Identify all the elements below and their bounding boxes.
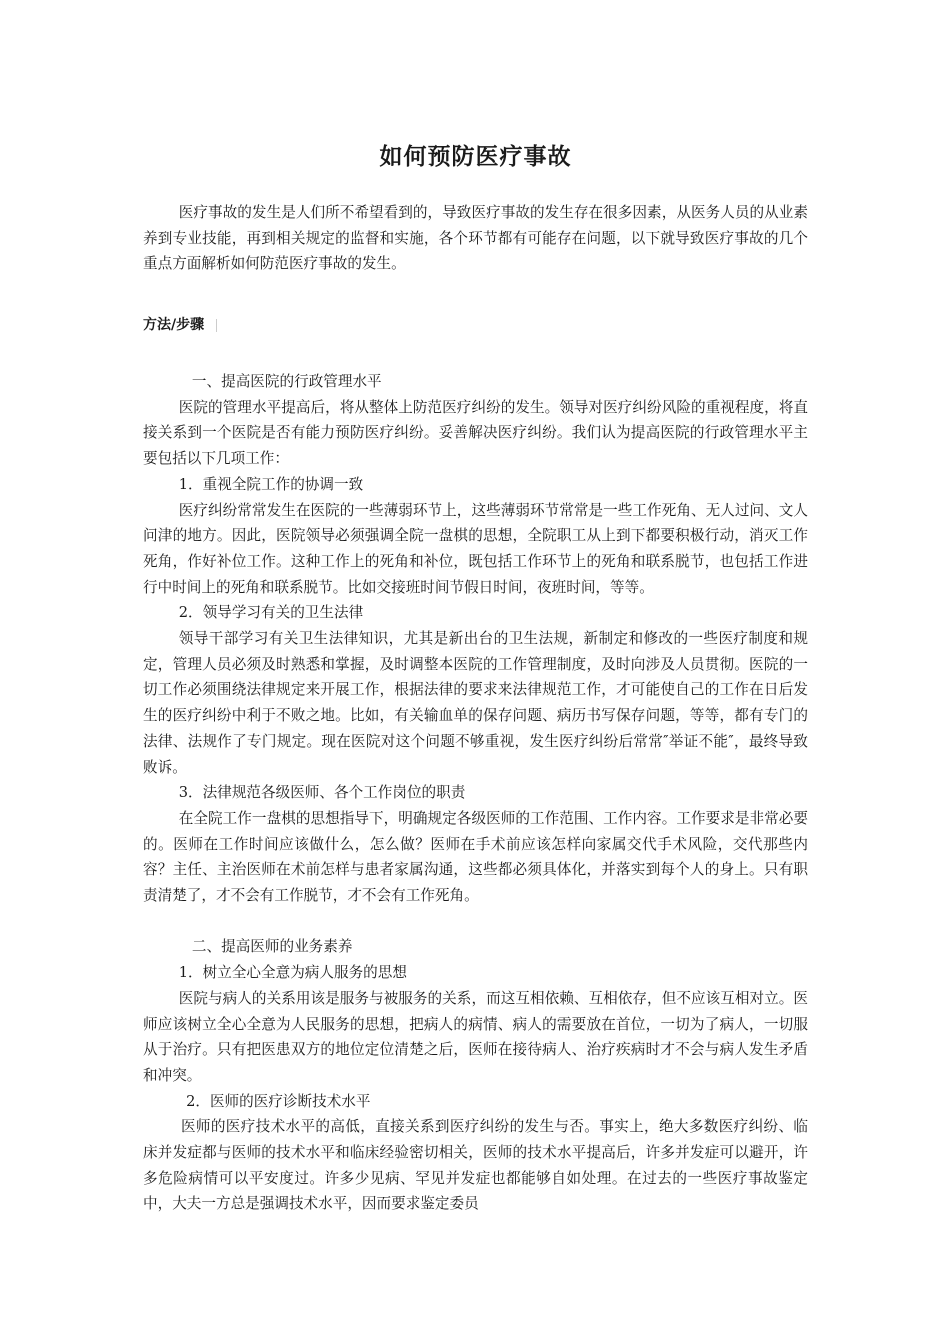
section1-item3-body: 在全院工作一盘棋的思想指导下，明确规定各级医师的工作范围、工作内容。工作要求是非常必要的。医师在工作时间应该做什么，怎么做？医师在手术前应该怎样向家属交代手术风险，交代那些内容？主任、主治医师在术前怎样与患者家属沟通，这些都必须具体化，并落实到每个人的身上。只有职责清楚了，才不会有工作脱节，才不会有工作死角。 <box>143 809 808 905</box>
section1-item2-title: 2．领导学习有关的卫生法律 <box>178 604 364 622</box>
steps-content <box>143 369 808 1217</box>
intro-block <box>143 200 808 277</box>
cursor-mark <box>216 319 217 332</box>
section1-heading: 一、提高医院的行政管理水平 <box>191 373 382 390</box>
section1-item1-title: 1．重视全院工作的协调一致 <box>178 475 364 493</box>
intro-paragraph: 医疗事故的发生是人们所不希望看到的，导致医疗事故的发生存在很多因素，从医务人员的从业素养到专业技能，再到相关规定的监督和实施，各个环节都有可能存在问题，以下就导致医疗事故的几个重点方面解析如何防范医疗事故的发生。 <box>143 204 808 273</box>
steps-heading <box>143 313 217 337</box>
section2-item1-title: 1．树立全心全意为病人服务的思想 <box>178 964 407 982</box>
section2-heading: 二、提高医师的业务素养 <box>191 938 353 956</box>
section1-paragraph: 医院的管理水平提高后，将从整体上防范医疗纠纷的发生。领导对医疗纠纷风险的重视程度，将直接关系到一个医院是否有能力预防医疗纠纷。妥善解决医疗纠纷。我们认为提高医院的行政管理水平主要包括以下几项工作： <box>143 398 808 468</box>
section1-item3-title: 3．法律规范各级医师、各个工作岗位的职责 <box>178 784 466 802</box>
section-gap <box>143 909 808 935</box>
section2-item2-title: 2．医师的医疗诊断技术水平 <box>186 1092 371 1110</box>
steps-heading-label: 方法/步骤 <box>143 317 205 333</box>
page-title: 如何预防医疗事故 <box>379 143 572 170</box>
section1-item2-body: 领导干部学习有关卫生法律知识，尤其是新出台的卫生法规，新制定和修改的一些医疗制度和规定，管理人员必须及时熟悉和掌握，及时调整本医院的工作管理制度，及时向涉及人员贯彻。医院的一切工作必须围绕法律规定来开展工作，根据法律的要求来法律规范工作，才可能使自己的工作在日后发生的医疗纠纷中利于不败之地。比如，有关输血单的保存问题、病历书写保存问题，等等，都有专门的法律、法规作了专门规定。现在医院对这个问题不够重视，发生医疗纠纷后常常″举证不能″，最终导致败诉。 <box>143 630 808 776</box>
section2-item2-body: 医师的医疗技术水平的高低，直接关系到医疗纠纷的发生与否。事实上，绝大多数医疗纠纷、临床并发症都与医师的技术水平和临床经验密切相关，医师的技术水平提高后，许多并发症可以避开，许多危险病情可以平安度过。许多少见病、罕见并发症也都能够自如处理。在过去的一些医疗事故鉴定中，大夫一方总是强调技术水平，因而要求鉴定委员 <box>143 1118 808 1213</box>
section2-item1-body: 医院与病人的关系用该是服务与被服务的关系，而这互相依赖、互相依存，但不应该互相对立。医师应该树立全心全意为人民服务的思想，把病人的病情、病人的需要放在首位，一切为了病人，一切服从于治疗。只有把医患双方的地位定位清楚之后，医师在接待病人、治疗疾病时才不会与病人发生矛盾和冲突。 <box>143 989 808 1084</box>
section1-item1-body: 医疗纠纷常常发生在医院的一些薄弱环节上，这些薄弱环节常常是一些工作死角、无人过问、文人问津的地方。因此，医院领导必须强调全院一盘棋的思想，全院职工从上到下都要积极行动，消灭工作死角，作好补位工作。这种工作上的死角和补位，既包括工作环节上的死角和联系脱节，也包括工作进行中时间上的死角和联系脱节。比如交接班时间节假日时间，夜班时间，等等。 <box>143 501 808 596</box>
